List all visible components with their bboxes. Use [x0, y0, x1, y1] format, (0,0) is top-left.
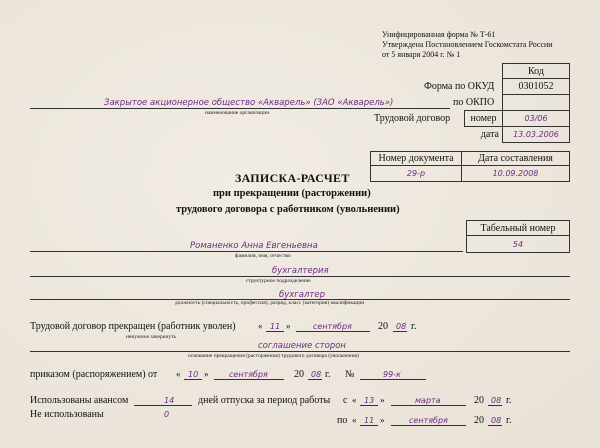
ground-caption: основание прекращения (расторжения) трудового договора (увольнения) [188, 353, 359, 359]
contract-label: Трудовой договор [374, 113, 451, 124]
doc-number: 29-р [370, 165, 462, 182]
employee-name-caption: фамилия, имя, отчество [235, 253, 291, 259]
contract-number: 03/06 [502, 110, 570, 127]
approved-date: от 5 января 2004 г. № 1 [382, 50, 461, 59]
termination-label: Трудовой договор прекращен (работник уволен) [30, 321, 236, 332]
vacation-from-day: 13 [364, 396, 375, 405]
number-label: номер [464, 110, 503, 127]
doc-date-header: Дата составления [461, 151, 570, 166]
organization-name: Закрытое акционерное общество «Акварель» (ЗАО «Акварель») [104, 98, 394, 108]
termination-ground: соглашение сторон [258, 341, 346, 351]
order-label: приказом (распоряжением) от [30, 369, 158, 380]
date-label: дата [464, 126, 503, 143]
unit-caption: структурное подразделение [246, 278, 311, 284]
title-line-2: при прекращении (расторжении) [213, 188, 371, 199]
vacation-unused-days: 0 [164, 410, 170, 419]
order-number: 99-к [383, 370, 401, 379]
doc-date: 10.09.2008 [461, 165, 570, 182]
vacation-to-month: сентября [409, 416, 448, 425]
employee-unit: бухгалтерия [272, 266, 329, 276]
tab-header: Табельный номер [466, 220, 570, 236]
order-no-label: № [345, 369, 355, 380]
okud-value: 0301052 [502, 78, 570, 95]
vacation-from-year: 08 [491, 396, 502, 405]
approved-text: Утверждена Постановлением Госкомстата России [382, 40, 553, 49]
position-caption: должность (специальность, профессия), разряд, класс (категория) квалификации [175, 300, 365, 306]
okud-label: Форма по ОКУД [424, 81, 495, 92]
form-name: Унифицированная форма № Т-61 [382, 30, 496, 39]
order-day: 10 [188, 370, 199, 379]
order-year: 08 [311, 370, 322, 379]
organization-caption: наименование организации [205, 110, 270, 116]
vacation-used-days: 14 [164, 396, 175, 405]
page-title: ЗАПИСКА-РАСЧЕТ [235, 171, 350, 185]
strike-caption: ненужное зачеркнуть [126, 334, 177, 340]
doc-num-header: Номер документа [370, 151, 462, 166]
tab-number: 54 [466, 235, 570, 253]
order-month: сентября [229, 370, 268, 379]
vacation-from-month: марта [415, 396, 441, 405]
vacation-to-day: 11 [364, 416, 375, 425]
vacation-days-label: дней отпуска за период работы [198, 395, 331, 406]
termination-day: 11 [270, 322, 281, 331]
code-header: Код [502, 63, 570, 79]
vacation-unused-label: Не использованы [30, 409, 104, 420]
form-page: Унифицированная форма № Т-61 Утверждена Постановлением Госкомстата России от 5 января 2004 г. № 1 Код 0301052 номер 03/06 дата 13.03.2006 Форма по ОКУД по ОКПО Трудовой договор Закрытое акционерное общество «Акварель» (ЗАО «Акварель») наименование организации Номер документа Дата составления 29-р 10.09.2008 ЗАПИСКА-РАСЧЕТ при прекращении (расторжении) трудового договора с работником (увольнении) Табельный номер 54 Романенко Анна Евгеньевна фамилия, имя, отчество бухгалтерия структурное подразделение бухгалтер должность (специальность, профессия), разряд, класс (категория) квалификации Трудовой договор прекращен (работник уволен) ненужное зачеркнуть « 11 » сентября 20 08 г. соглашение сторон основание прекращения (расторжения) трудового договора (увольнения) приказом (распоряжением) от « 10 » сентября 20 08 г. № 99-к Использованы авансом 14 дней отпуска за период работы с « 13 » марта 20 08 г. Не использованы 0 по « 11 » сентября 20 08 г. [0, 0, 600, 448]
vacation-used-label: Использованы авансом [30, 395, 129, 406]
contract-date: 13.03.2006 [502, 126, 570, 143]
employee-position: бухгалтер [279, 290, 325, 300]
vacation-to-year: 08 [491, 416, 502, 425]
termination-month: сентября [313, 322, 352, 331]
title-line-3: трудового договора с работником (увольнении) [176, 204, 400, 215]
okpo-value [502, 94, 570, 111]
employee-name: Романенко Анна Евгеньевна [190, 241, 318, 251]
okpo-label: по ОКПО [453, 97, 495, 108]
termination-year: 08 [396, 322, 407, 331]
